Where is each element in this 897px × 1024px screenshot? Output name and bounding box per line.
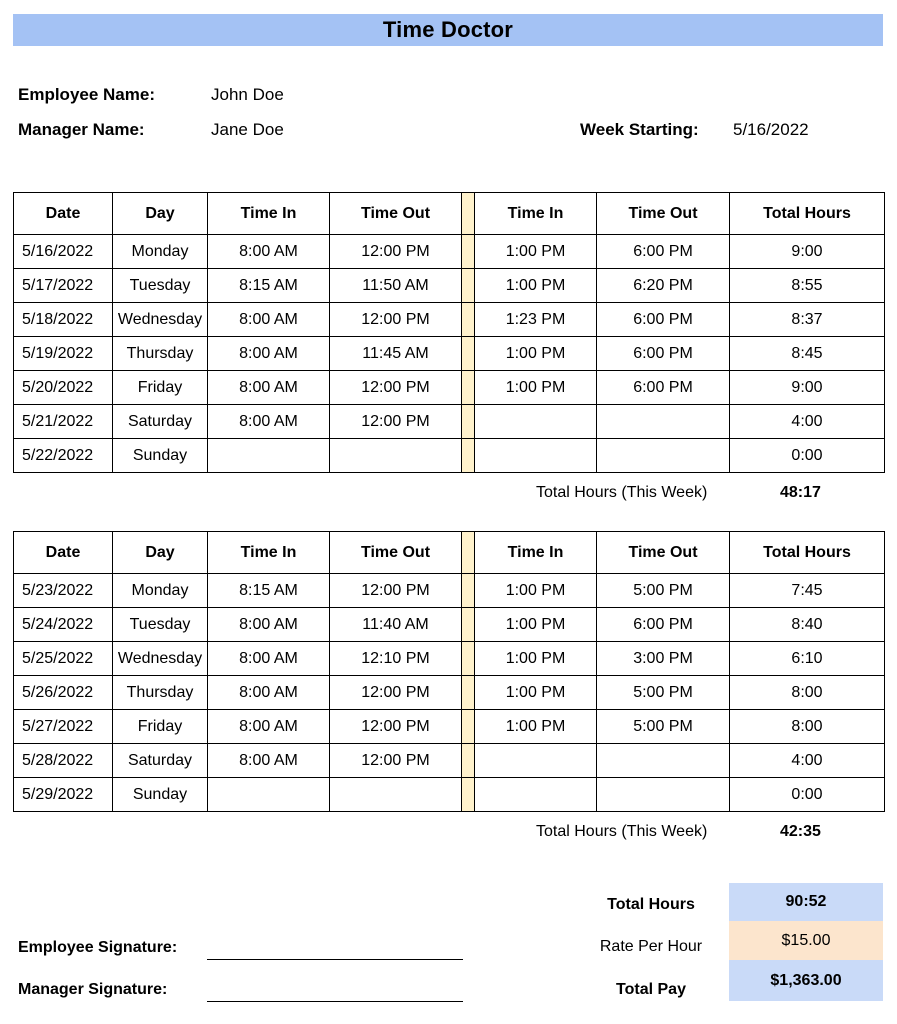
date-cell[interactable]: 5/29/2022: [14, 778, 113, 812]
table-row: [14, 676, 885, 710]
total-hours-cell[interactable]: 8:40: [730, 608, 885, 642]
time-out-pm-cell[interactable]: [597, 439, 730, 473]
total-hours-cell: [729, 883, 883, 921]
day-cell[interactable]: Friday: [113, 710, 208, 744]
time-in-pm-cell[interactable]: 1:00 PM: [475, 710, 597, 744]
date-cell[interactable]: 5/16/2022: [14, 235, 113, 269]
table-row: [14, 439, 885, 473]
time-out-pm-cell[interactable]: 5:00 PM: [597, 710, 730, 744]
day-cell[interactable]: Sunday: [113, 439, 208, 473]
time-in-pm-cell[interactable]: [475, 405, 597, 439]
day-cell[interactable]: Tuesday: [113, 269, 208, 303]
date-cell[interactable]: 5/20/2022: [14, 371, 113, 405]
table-row: [14, 405, 885, 439]
column-header-total-hours: Total Hours: [730, 193, 885, 235]
lunch-separator: [462, 269, 475, 303]
time-out-pm-cell[interactable]: 6:00 PM: [597, 371, 730, 405]
lunch-separator: [462, 744, 475, 778]
table-row: [14, 574, 885, 608]
day-cell[interactable]: Monday: [113, 235, 208, 269]
time-out-pm-cell[interactable]: 6:00 PM: [597, 337, 730, 371]
table-row: [14, 608, 885, 642]
total-pay-value: $1,363.00: [770, 971, 842, 989]
date-cell[interactable]: 5/24/2022: [14, 608, 113, 642]
time-in-am-cell[interactable]: 8:00 AM: [208, 744, 330, 778]
table-row: [14, 642, 885, 676]
day-cell[interactable]: Wednesday: [113, 642, 208, 676]
title-bar: [13, 14, 883, 46]
table-header-row: [14, 193, 885, 235]
date-cell[interactable]: 5/18/2022: [14, 303, 113, 337]
time-in-am-cell[interactable]: 8:00 AM: [208, 710, 330, 744]
time-in-pm-cell[interactable]: 1:00 PM: [475, 676, 597, 710]
time-in-pm-cell[interactable]: [475, 778, 597, 812]
rate-per-hour-cell[interactable]: [729, 921, 883, 960]
table-row: [14, 371, 885, 405]
time-out-am-cell[interactable]: 12:00 PM: [330, 371, 462, 405]
table-row: [14, 778, 885, 812]
lunch-separator: [462, 405, 475, 439]
time-out-pm-cell[interactable]: 6:20 PM: [597, 269, 730, 303]
time-in-pm-cell[interactable]: 1:00 PM: [475, 269, 597, 303]
lunch-separator: [462, 642, 475, 676]
table-row: [14, 269, 885, 303]
lunch-separator: [462, 303, 475, 337]
date-cell[interactable]: 5/19/2022: [14, 337, 113, 371]
table-row: [14, 303, 885, 337]
time-out-pm-cell[interactable]: [597, 744, 730, 778]
table-header-row: [14, 532, 885, 574]
time-in-am-cell[interactable]: 8:00 AM: [208, 371, 330, 405]
time-in-am-cell[interactable]: [208, 439, 330, 473]
total-hours-cell[interactable]: 0:00: [730, 439, 885, 473]
date-cell[interactable]: 5/25/2022: [14, 642, 113, 676]
column-header-time-out-am: Time Out: [330, 532, 462, 574]
time-out-am-cell[interactable]: 12:00 PM: [330, 744, 462, 778]
time-in-pm-cell[interactable]: 1:00 PM: [475, 371, 597, 405]
timesheet-body: [14, 574, 885, 812]
lunch-separator: [462, 337, 475, 371]
time-out-am-cell[interactable]: 12:00 PM: [330, 676, 462, 710]
timesheet-table-week-2: [13, 531, 885, 812]
column-header-time-in-am: Time In: [208, 193, 330, 235]
total-hours-cell[interactable]: 4:00: [730, 744, 885, 778]
total-pay-cell: [729, 960, 883, 1001]
date-cell[interactable]: 5/21/2022: [14, 405, 113, 439]
column-header-time-in-pm: Time In: [475, 532, 597, 574]
page-title: Time Doctor: [382, 17, 514, 42]
day-cell[interactable]: Tuesday: [113, 608, 208, 642]
total-hours-cell[interactable]: 9:00: [730, 235, 885, 269]
employee-name-value[interactable]: John Doe: [211, 85, 284, 104]
time-in-am-cell[interactable]: 8:00 AM: [208, 303, 330, 337]
date-cell[interactable]: 5/17/2022: [14, 269, 113, 303]
time-out-am-cell[interactable]: 12:00 PM: [330, 710, 462, 744]
column-header-time-out-pm: Time Out: [597, 532, 730, 574]
lunch-separator: [462, 532, 475, 574]
day-cell[interactable]: Saturday: [113, 744, 208, 778]
column-header-time-in-am: Time In: [208, 532, 330, 574]
time-in-am-cell[interactable]: 8:00 AM: [208, 235, 330, 269]
time-out-pm-cell[interactable]: [597, 405, 730, 439]
week-1-total-label: Total Hours (This Week): [536, 484, 708, 501]
time-in-pm-cell[interactable]: 1:00 PM: [475, 608, 597, 642]
manager-name-value[interactable]: Jane Doe: [211, 120, 284, 139]
time-in-am-cell[interactable]: 8:15 AM: [208, 574, 330, 608]
time-in-pm-cell[interactable]: 1:00 PM: [475, 642, 597, 676]
lunch-separator: [462, 676, 475, 710]
total-hours-cell[interactable]: 6:10: [730, 642, 885, 676]
time-out-am-cell[interactable]: 11:40 AM: [330, 608, 462, 642]
rate-per-hour-label: Rate Per Hour: [599, 938, 703, 955]
column-header-date: Date: [14, 532, 113, 574]
day-cell[interactable]: Friday: [113, 371, 208, 405]
lunch-separator: [462, 439, 475, 473]
week-2-total-value: 42:35: [780, 823, 821, 840]
time-out-am-cell[interactable]: [330, 439, 462, 473]
time-in-pm-cell[interactable]: [475, 439, 597, 473]
time-out-am-cell[interactable]: 12:00 PM: [330, 405, 462, 439]
employee-signature-label: Employee Signature:: [18, 939, 178, 956]
week-starting-label: Week Starting:: [580, 120, 699, 139]
lunch-separator: [462, 193, 475, 235]
week-2-total-label: Total Hours (This Week): [536, 823, 708, 840]
time-in-am-cell[interactable]: 8:00 AM: [208, 676, 330, 710]
column-header-day: Day: [113, 193, 208, 235]
total-hours-cell[interactable]: 8:55: [730, 269, 885, 303]
time-in-am-cell[interactable]: 8:15 AM: [208, 269, 330, 303]
week-1-total-value: 48:17: [780, 484, 821, 501]
total-hours-cell[interactable]: 0:00: [730, 778, 885, 812]
total-hours-cell[interactable]: 8:37: [730, 303, 885, 337]
time-out-am-cell[interactable]: [330, 778, 462, 812]
column-header-time-in-pm: Time In: [475, 193, 597, 235]
lunch-separator: [462, 235, 475, 269]
day-cell[interactable]: Thursday: [113, 676, 208, 710]
total-hours-cell[interactable]: 4:00: [730, 405, 885, 439]
time-out-pm-cell[interactable]: 5:00 PM: [597, 574, 730, 608]
time-out-am-cell[interactable]: 12:00 PM: [330, 574, 462, 608]
week-starting-value[interactable]: 5/16/2022: [733, 120, 809, 139]
day-cell[interactable]: Monday: [113, 574, 208, 608]
date-cell[interactable]: 5/28/2022: [14, 744, 113, 778]
table-row: [14, 235, 885, 269]
column-header-total-hours: Total Hours: [730, 532, 885, 574]
time-out-pm-cell[interactable]: [597, 778, 730, 812]
time-in-am-cell[interactable]: 8:00 AM: [208, 405, 330, 439]
time-out-am-cell[interactable]: 12:10 PM: [330, 642, 462, 676]
time-out-am-cell[interactable]: 11:50 AM: [330, 269, 462, 303]
lunch-separator: [462, 608, 475, 642]
employee-signature-line[interactable]: [207, 959, 463, 960]
time-in-pm-cell[interactable]: 1:00 PM: [475, 574, 597, 608]
total-hours-value: 90:52: [785, 893, 827, 910]
column-header-date: Date: [14, 193, 113, 235]
time-in-pm-cell[interactable]: 1:00 PM: [475, 337, 597, 371]
timesheet-table-week-1: [13, 192, 885, 473]
time-in-am-cell[interactable]: 8:00 AM: [208, 642, 330, 676]
time-in-pm-cell[interactable]: [475, 744, 597, 778]
total-pay-label: Total Pay: [616, 981, 686, 998]
day-cell[interactable]: Thursday: [113, 337, 208, 371]
date-cell[interactable]: 5/22/2022: [14, 439, 113, 473]
lunch-separator: [462, 710, 475, 744]
time-out-am-cell[interactable]: 12:00 PM: [330, 235, 462, 269]
employee-name-label: Employee Name:: [18, 85, 155, 104]
manager-signature-line[interactable]: [207, 1001, 463, 1002]
manager-name-label: Manager Name:: [18, 120, 145, 139]
time-in-am-cell[interactable]: [208, 778, 330, 812]
manager-signature-label: Manager Signature:: [18, 981, 168, 998]
time-out-pm-cell[interactable]: 6:00 PM: [597, 303, 730, 337]
table-row: [14, 710, 885, 744]
total-hours-cell[interactable]: 7:45: [730, 574, 885, 608]
table-row: [14, 744, 885, 778]
lunch-separator: [462, 778, 475, 812]
date-cell[interactable]: 5/26/2022: [14, 676, 113, 710]
column-header-time-out-am: Time Out: [330, 193, 462, 235]
date-cell[interactable]: 5/23/2022: [14, 574, 113, 608]
total-hours-label: Total Hours: [607, 896, 695, 913]
rate-per-hour-value[interactable]: $15.00: [781, 931, 831, 949]
day-cell[interactable]: Sunday: [113, 778, 208, 812]
time-in-pm-cell[interactable]: 1:23 PM: [475, 303, 597, 337]
total-hours-cell[interactable]: 8:00: [730, 710, 885, 744]
time-in-am-cell[interactable]: 8:00 AM: [208, 608, 330, 642]
time-out-am-cell[interactable]: 11:45 AM: [330, 337, 462, 371]
time-out-am-cell[interactable]: 12:00 PM: [330, 303, 462, 337]
day-cell[interactable]: Wednesday: [113, 303, 208, 337]
time-out-pm-cell[interactable]: 6:00 PM: [597, 235, 730, 269]
time-in-am-cell[interactable]: 8:00 AM: [208, 337, 330, 371]
date-cell[interactable]: 5/27/2022: [14, 710, 113, 744]
total-hours-cell[interactable]: 8:00: [730, 676, 885, 710]
table-row: [14, 337, 885, 371]
time-out-pm-cell[interactable]: 5:00 PM: [597, 676, 730, 710]
lunch-separator: [462, 371, 475, 405]
total-hours-cell[interactable]: 8:45: [730, 337, 885, 371]
time-out-pm-cell[interactable]: 6:00 PM: [597, 608, 730, 642]
total-hours-cell[interactable]: 9:00: [730, 371, 885, 405]
time-out-pm-cell[interactable]: 3:00 PM: [597, 642, 730, 676]
day-cell[interactable]: Saturday: [113, 405, 208, 439]
column-header-day: Day: [113, 532, 208, 574]
time-in-pm-cell[interactable]: 1:00 PM: [475, 235, 597, 269]
lunch-separator: [462, 574, 475, 608]
timesheet-body: [14, 235, 885, 473]
column-header-time-out-pm: Time Out: [597, 193, 730, 235]
